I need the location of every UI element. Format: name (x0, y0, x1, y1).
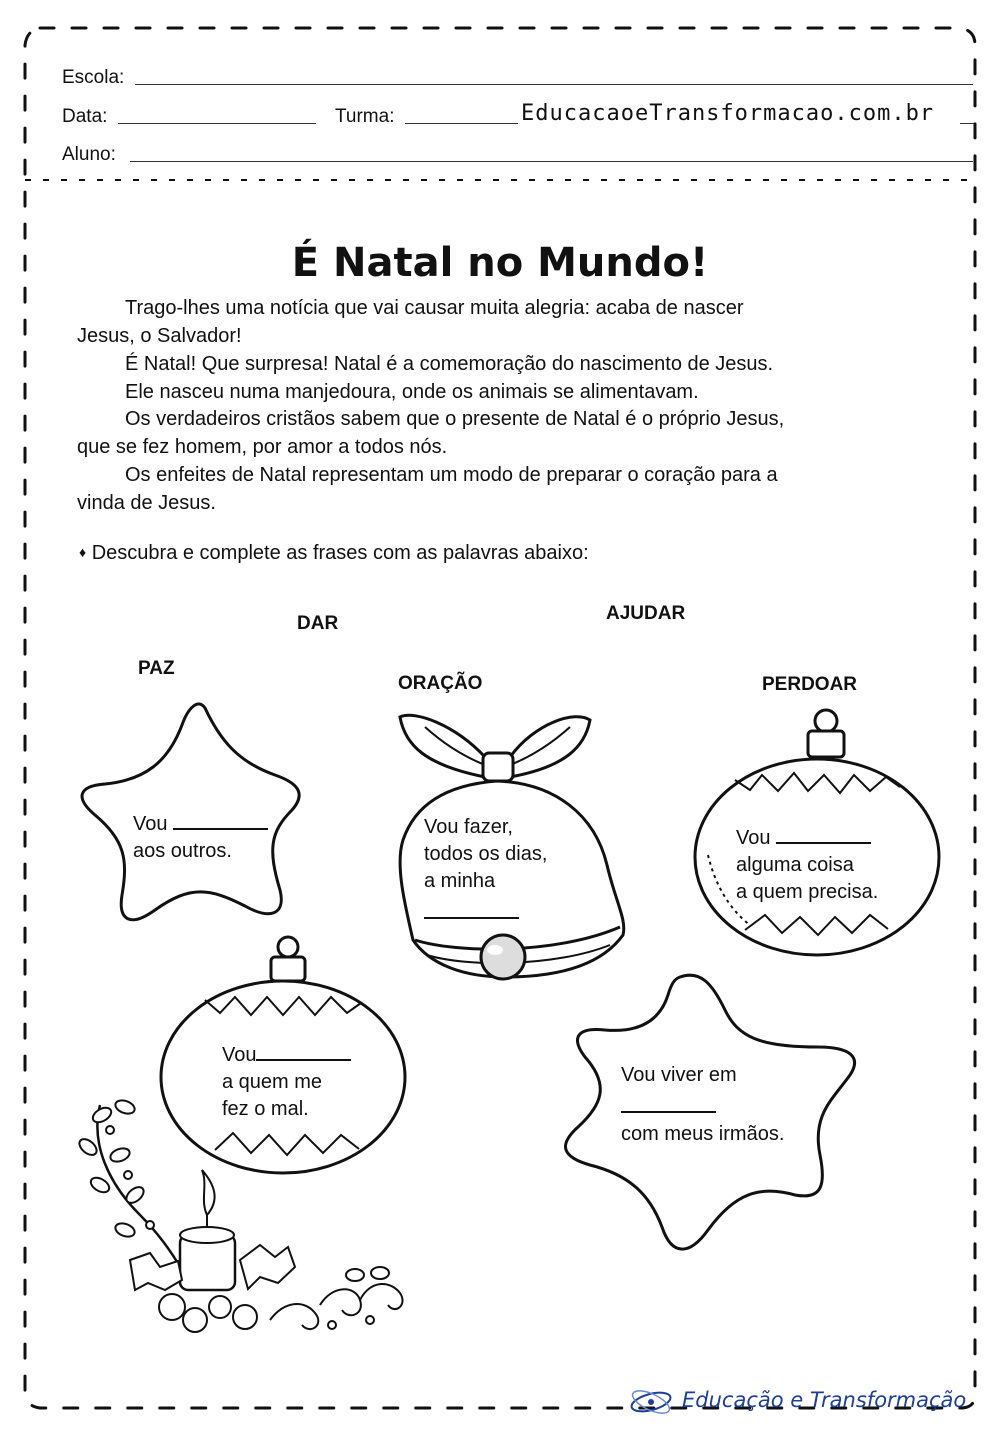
ball1-line1: Vou (736, 827, 771, 849)
bell-text (424, 814, 547, 927)
word-paz: PAZ (138, 658, 175, 679)
bell-blank[interactable] (424, 899, 519, 919)
text-line-5: Os verdadeiros cristãos sabem que o presente de Natal é o próprio Jesus, (125, 408, 785, 430)
site-watermark: EducacaoeTransformacao.com.br (521, 101, 935, 126)
word-ajudar: AJUDAR (606, 603, 686, 624)
aluno-field[interactable] (130, 161, 973, 162)
word-dar: DAR (297, 613, 339, 634)
page-title: É Natal no Mundo! (291, 240, 709, 286)
instruction (79, 539, 589, 568)
text-line-1: Trago-lhes uma notícia que vai causar muita alegria: acaba de nascer (125, 297, 744, 319)
bell-line2: todos os dias, (424, 843, 548, 865)
star2-text (621, 1062, 784, 1148)
star2-line1: Vou viver em (621, 1064, 737, 1086)
star1-line1: Vou (133, 813, 168, 835)
ball1-text (736, 824, 878, 906)
ball1-blank[interactable] (776, 824, 871, 844)
text-line-3: É Natal! Que surpresa! Natal é a comemoração do nascimento de Jesus. (125, 353, 774, 375)
bell-line1: Vou fazer, (424, 816, 513, 838)
data-label: Data: (62, 106, 108, 127)
text-line-6: que se fez homem, por amor a todos nós. (77, 436, 448, 458)
ball1-line3: a quem precisa. (736, 881, 879, 903)
star2-blank[interactable] (621, 1093, 716, 1113)
word-perdoar: PERDOAR (762, 674, 858, 695)
turma-field[interactable] (405, 123, 518, 124)
footer-brand: Educação e Transformação (682, 1388, 967, 1412)
word-oracao: ORAÇÃO (398, 673, 483, 694)
bell-line3: a minha (424, 870, 496, 892)
ball2-blank[interactable] (256, 1041, 351, 1061)
escola-field[interactable] (135, 84, 973, 85)
aluno-label: Aluno: (62, 144, 116, 165)
text-line-7: Os enfeites de Natal representam um modo de preparar o coração para a (125, 464, 778, 486)
ball1-line2: alguma coisa (736, 854, 854, 876)
star2-line2: com meus irmãos. (621, 1123, 785, 1145)
diamond-bullet-icon: ♦ (79, 544, 87, 560)
instruction-text: Descubra e complete as frases com as palavras abaixo: (91, 542, 589, 564)
ball2-line2: a quem me (222, 1071, 323, 1093)
candle-holly-decoration-icon (70, 1085, 415, 1345)
ball2-line3: fez o mal. (222, 1098, 309, 1120)
turma-label: Turma: (335, 106, 395, 127)
text-line-4: Ele nasceu numa manjedoura, onde os animais se alimentavam. (125, 381, 699, 403)
star1-text (133, 810, 268, 865)
text-line-2: Jesus, o Salvador! (77, 325, 242, 347)
text-line-8: vinda de Jesus. (77, 492, 216, 514)
orbit-logo-icon (628, 1387, 674, 1417)
ball2-line1: Vou (222, 1044, 257, 1066)
turma-field-end (960, 123, 974, 124)
star1-line2: aos outros. (133, 840, 232, 862)
data-field[interactable] (118, 123, 316, 124)
escola-label: Escola: (62, 67, 125, 88)
star1-blank[interactable] (173, 810, 268, 830)
